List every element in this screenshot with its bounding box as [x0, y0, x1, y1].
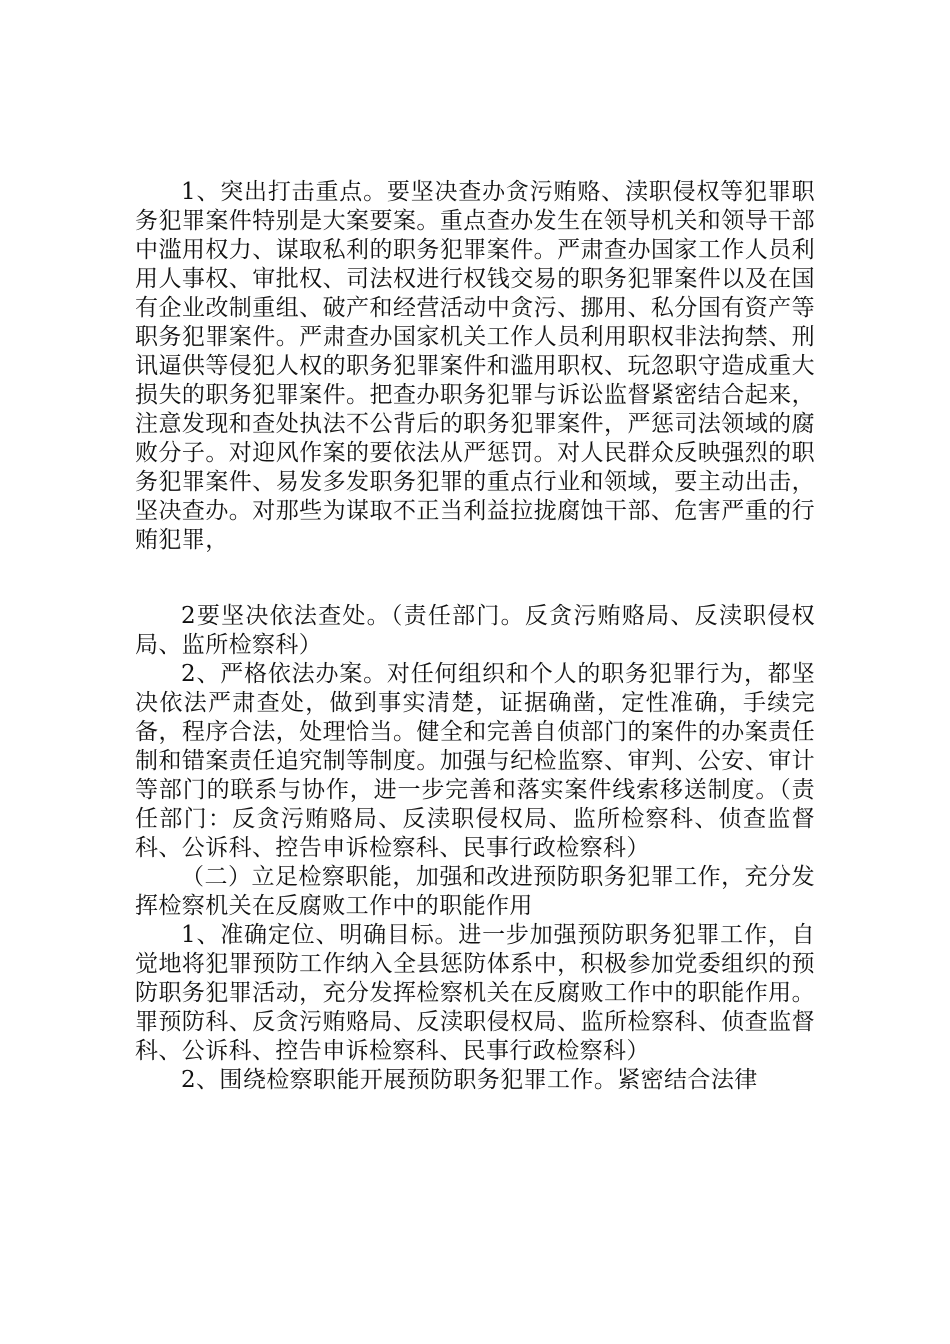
paragraph: 1、准确定位、明确目标。进一步加强预防职务犯罪工作，自觉地将犯罪预防工作纳入全县惩防体系中，积极参加党委组织的预防职务犯罪活动，充分发挥检察机关在反腐败工作中的职能作用。罪预防科、反贪污贿赂局、反渎职侵权局、监所检察科、侦查监督科、公诉科、控告申诉检察科、民事行政检察科） [135, 922, 815, 1064]
paragraph: 2、围绕检察职能开展预防职务犯罪工作。紧密结合法律 [181, 1067, 758, 1093]
paragraph: 2、严格依法办案。对任何组织和个人的职务犯罪行为，都坚决依法严肃查处，做到事实清楚，证据确凿，定性准确，手续完备，程序合法，处理恰当。健全和完善自侦部门的案件的办案责任制和错案责任追究制等制度。加强与纪检监察、审判、公安、审计等部门的联系与协作，进一步完善和落实案件线索移送制度。（责任部门：反贪污贿赂局、反渎职侵权局、监所检察科、侦查监督科、公诉科、控告申诉检察科、民事行政检察科） [135, 661, 815, 861]
text-block-bottom [135, 602, 815, 1095]
paragraph: 2要坚决依法查处。（责任部门。反贪污贿赂局、反渎职侵权局、监所检察科） [135, 603, 815, 658]
section-heading: （二）立足检察职能，加强和改进预防职务犯罪工作，充分发挥检察机关在反腐败工作中的职能作用 [135, 864, 815, 919]
text-block-top [135, 178, 815, 555]
paragraph: 1、突出打击重点。要坚决查办贪污贿赂、渎职侵权等犯罪职务犯罪案件特别是大案要案。重点查办发生在领导机关和领导干部中滥用权力、谋取私利的职务犯罪案件。严肃查办国家工作人员利用人事权、审批权、司法权进行权钱交易的职务犯罪案件以及在国有企业改制重组、破产和经营活动中贪污、挪用、私分国有资产等职务犯罪案件。严肃查办国家机关工作人员利用职权非法拘禁、刑讯逼供等侵犯人权的职务犯罪案件和滥用职权、玩忽职守造成重大损失的职务犯罪案件。把查办职务犯罪与诉讼监督紧密结合起来，注意发现和查处执法不公背后的职务犯罪案件，严惩司法领域的腐败分子。对迎风作案的要依法从严惩罚。对人民群众反映强烈的职务犯罪案件、易发多发职务犯罪的重点行业和领域，要主动出击，坚决查办。对那些为谋取不正当利益拉拢腐蚀干部、危害严重的行贿犯罪， [135, 179, 815, 553]
